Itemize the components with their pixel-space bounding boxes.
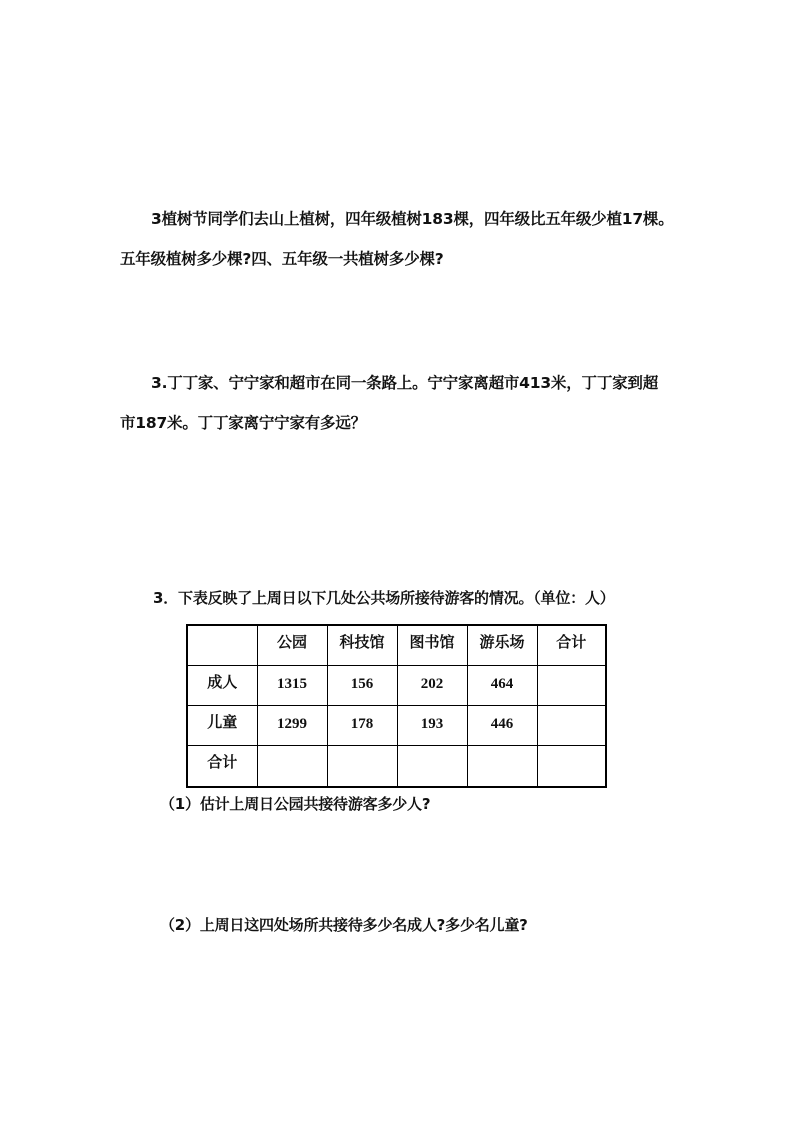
table-header-cell: 游乐场	[467, 625, 537, 665]
table-cell: 202	[397, 665, 467, 705]
table-header-cell: 合计	[537, 625, 606, 665]
table-row	[187, 665, 606, 705]
problem-text-line: 3.丁丁家、宁宁家和超市在同一条路上。宁宁家离超市413米，丁丁家到超	[151, 374, 659, 392]
table-cell-blank	[537, 705, 606, 745]
table-cell-blank	[537, 745, 606, 787]
row-label: 成人	[187, 665, 257, 705]
table-row	[187, 705, 606, 745]
problem-text-line: 3植树节同学们去山上植树，四年级植树183棵，四年级比五年级少植17棵。	[151, 210, 674, 228]
table-cell-blank	[397, 745, 467, 787]
table-header-cell: 科技馆	[327, 625, 397, 665]
table-cell: 446	[467, 705, 537, 745]
table-cell-blank	[327, 745, 397, 787]
table-row	[187, 745, 606, 787]
row-label: 儿童	[187, 705, 257, 745]
problem-title: 3．下表反映了上周日以下几处公共场所接待游客的情况。（单位：人）	[153, 589, 615, 607]
sub-question: （2）上周日这四处场所共接待多少名成人?多少名儿童?	[160, 916, 528, 934]
table-cell: 156	[327, 665, 397, 705]
table-header-row	[187, 625, 606, 665]
table-header-cell: 公园	[257, 625, 327, 665]
problem-text-line: 五年级植树多少棵?四、五年级一共植树多少棵?	[120, 250, 444, 268]
sub-question: （1）估计上周日公园共接待游客多少人?	[160, 795, 431, 813]
table-cell-blank	[467, 745, 537, 787]
table-cell: 464	[467, 665, 537, 705]
table-cell: 193	[397, 705, 467, 745]
table-cell-blank	[537, 665, 606, 705]
table-header-cell	[187, 625, 257, 665]
visitors-table	[186, 624, 607, 788]
table-cell: 178	[327, 705, 397, 745]
table-cell: 1299	[257, 705, 327, 745]
row-label: 合计	[187, 745, 257, 787]
problem-text-line: 市187米。丁丁家离宁宁家有多远？	[120, 414, 366, 432]
table-cell: 1315	[257, 665, 327, 705]
table-header-cell: 图书馆	[397, 625, 467, 665]
table-cell-blank	[257, 745, 327, 787]
